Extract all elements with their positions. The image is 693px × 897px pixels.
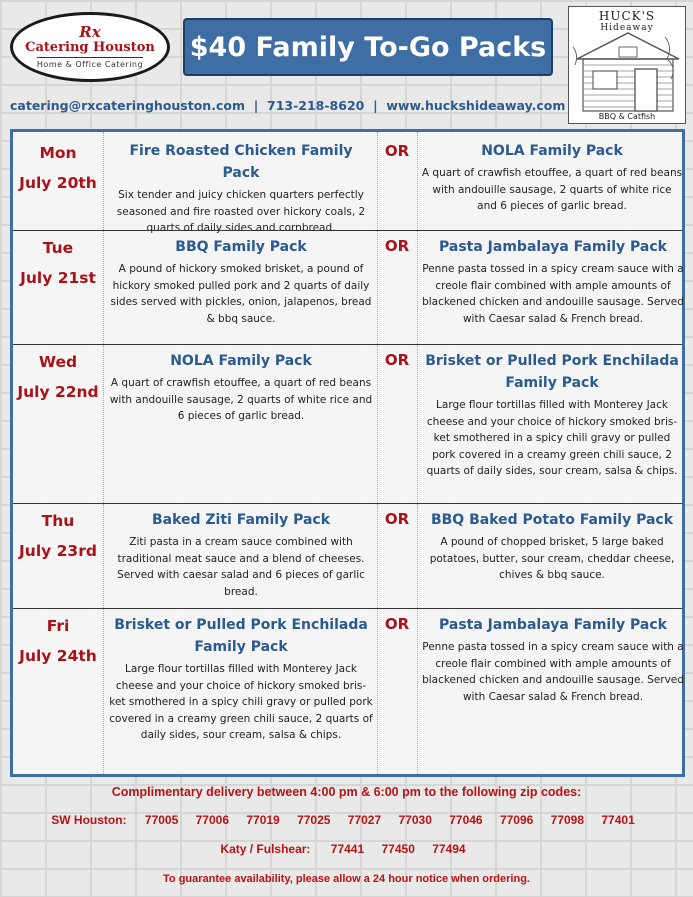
zip-code: 77494 [432, 842, 466, 856]
option-title: NOLA Family Pack [170, 353, 312, 369]
option-title: Pasta Jambalaya Family Pack [439, 239, 667, 255]
option-title: Baked Ziti Family Pack [151, 512, 331, 528]
contact-phone[interactable]: 713-218-8620 [267, 98, 365, 113]
partner-logo-line1: HUCK'S [598, 9, 656, 23]
option-description: Large flour tortillas filled with Monterey Jack cheese and your choice of hickory smoked bris-ket smothered in a spicy chili gravy or pulled pork covered in a creamy green chili sauce, 2 quarts of daily sides, sour cream, salsa & chips. [426, 399, 678, 477]
or-label: OR [384, 142, 410, 160]
contact-email[interactable]: catering@rxcateringhouston.com [10, 98, 245, 113]
day-name: Fri [46, 617, 70, 635]
option-description: A quart of crawfish etouffee, a quart of red beans with andouille sausage, 2 quarts of white rice and 6 pieces of garlic bread. [109, 377, 373, 422]
menu-option-2 [421, 140, 683, 215]
option-title: BBQ Family Pack [175, 239, 307, 255]
option-title: Brisket or Pulled Pork Enchilada Family Pack [114, 617, 368, 655]
or-label: OR [384, 237, 410, 255]
zip-code: 77005 [144, 813, 179, 827]
day-name: Thu [41, 512, 75, 530]
column-divider [417, 132, 418, 230]
page-title: $40 Family To-Go Packs [189, 31, 547, 63]
order-notice: To guarantee availability, please allow a 24 hour notice when ordering. [163, 873, 530, 885]
menu-row-tuesday [13, 230, 682, 344]
menu-option-2 [421, 350, 683, 480]
contact-website[interactable]: www.huckshideaway.com [386, 98, 566, 113]
day-date: July 23rd [19, 542, 97, 560]
logo-rx-text: Rx [79, 22, 101, 41]
column-divider [417, 504, 418, 608]
day-name: Mon [39, 144, 77, 162]
or-label: OR [384, 615, 410, 633]
menu-row-monday [13, 132, 683, 234]
option-description: A pound of chopped brisket, 5 large baked potatoes, butter, sour cream, cheddar cheese, chives & bbq sauce. [429, 536, 675, 581]
option-title: Brisket or Pulled Pork Enchilada Family Pack [425, 353, 679, 391]
or-label: OR [384, 351, 410, 369]
column-divider [103, 609, 104, 774]
day-cell [13, 237, 103, 289]
menu-option-1 [109, 509, 373, 600]
menu-option-1 [109, 614, 373, 744]
zip-code: 77006 [195, 813, 229, 827]
sw-houston-zips [0, 813, 693, 827]
day-date: July 22nd [17, 383, 99, 401]
zip-code: 77019 [246, 813, 280, 827]
zip-code: 77025 [297, 813, 331, 827]
menu-row-wednesday [13, 344, 682, 503]
day-date: July 21st [20, 269, 96, 287]
option-title: NOLA Family Pack [481, 143, 623, 159]
zip-code: 77046 [449, 813, 483, 827]
column-divider [103, 132, 104, 230]
day-date: July 20th [19, 174, 97, 192]
day-date: July 24th [19, 647, 97, 665]
option-description: A pound of hickory smoked brisket, a pound of hickory smoked pulled pork and 2 quarts of daily sides served with pickles, onion, jalapenos, bread & bbq sauce. [110, 263, 372, 325]
day-name: Wed [38, 353, 78, 371]
rx-catering-logo [10, 12, 170, 82]
logo-name: Catering Houston [25, 39, 155, 55]
weekly-menu-table [10, 129, 685, 777]
day-cell [13, 510, 103, 562]
zip-code: 77401 [601, 813, 635, 827]
sw-houston-label: SW Houston: [51, 813, 127, 827]
menu-option-2 [417, 236, 689, 327]
menu-option-2 [421, 509, 683, 584]
option-description: A quart of crawfish etouffee, a quart of red beans with andouille sausage, 2 quarts of white rice and 6 pieces of garlic bread. [421, 167, 683, 212]
option-description: Penne pasta tossed in a spicy cream sauce with a creole flair combined with ample amounts of blackened chicken and andouille sausage. Served with Caesar salad & French bread. [422, 263, 684, 325]
day-name: Tue [42, 239, 74, 257]
logo-tagline: Home & Office Catering [37, 57, 143, 70]
option-description: Penne pasta tossed in a spicy cream sauce with a creole flair combined with ample amounts of blackened chicken and andouille sausage. Served with Caesar salad & French bread. [422, 641, 684, 703]
partner-logo-line2: Hideaway [600, 23, 654, 33]
option-title: BBQ Baked Potato Family Pack [430, 512, 674, 528]
zip-code: 77450 [381, 842, 415, 856]
zip-code: 77441 [330, 842, 365, 856]
title-banner [183, 18, 553, 76]
menu-option-1 [109, 140, 373, 237]
menu-row-thursday [13, 503, 682, 608]
option-description: Large flour tortillas filled with Monterey Jack cheese and your choice of hickory smoked bris-ket smothered in a spicy chili gravy or pulled pork covered in a creamy green chili sauce, 2 quarts of daily sides, sour cream, salsa & chips. [109, 663, 373, 741]
menu-option-1 [109, 236, 373, 327]
option-description: Six tender and juicy chicken quarters perfectly seasoned and fire roasted over hickory coals, 2 quarts of daily sides and cornbread. [116, 189, 366, 234]
zip-code: 77096 [499, 813, 534, 827]
option-description: Ziti pasta in a cream sauce combined with traditional meat sauce and a blend of cheeses. Served with caesar salad and 6 pieces of garlic bread. [117, 536, 365, 598]
column-divider [377, 609, 378, 774]
menu-option-2 [417, 614, 689, 705]
zip-code: 77098 [550, 813, 585, 827]
katy-fulshear-zips [0, 842, 693, 856]
day-cell [13, 351, 103, 403]
delivery-note: Complimentary delivery between 4:00 pm & 6:00 pm to the following zip codes: [111, 785, 582, 799]
column-divider [103, 345, 104, 503]
option-title: Fire Roasted Chicken Family Pack [129, 143, 353, 181]
partner-logo-line3: BBQ & Catfish [598, 112, 656, 121]
hucks-hideaway-logo [568, 6, 686, 124]
katy-fulshear-label: Katy / Fulshear: [220, 842, 311, 856]
column-divider [103, 504, 104, 608]
option-title: Pasta Jambalaya Family Pack [439, 617, 667, 633]
contact-separator: | [253, 98, 259, 113]
zip-code: 77030 [398, 813, 432, 827]
menu-row-friday [13, 608, 682, 774]
column-divider [103, 231, 104, 344]
or-label: OR [384, 510, 410, 528]
menu-option-1 [109, 350, 373, 425]
column-divider [417, 345, 418, 503]
day-cell [13, 142, 103, 194]
zip-code: 77027 [347, 813, 382, 827]
day-cell [13, 615, 103, 667]
contact-bar [10, 98, 566, 113]
contact-separator: | [373, 98, 378, 113]
